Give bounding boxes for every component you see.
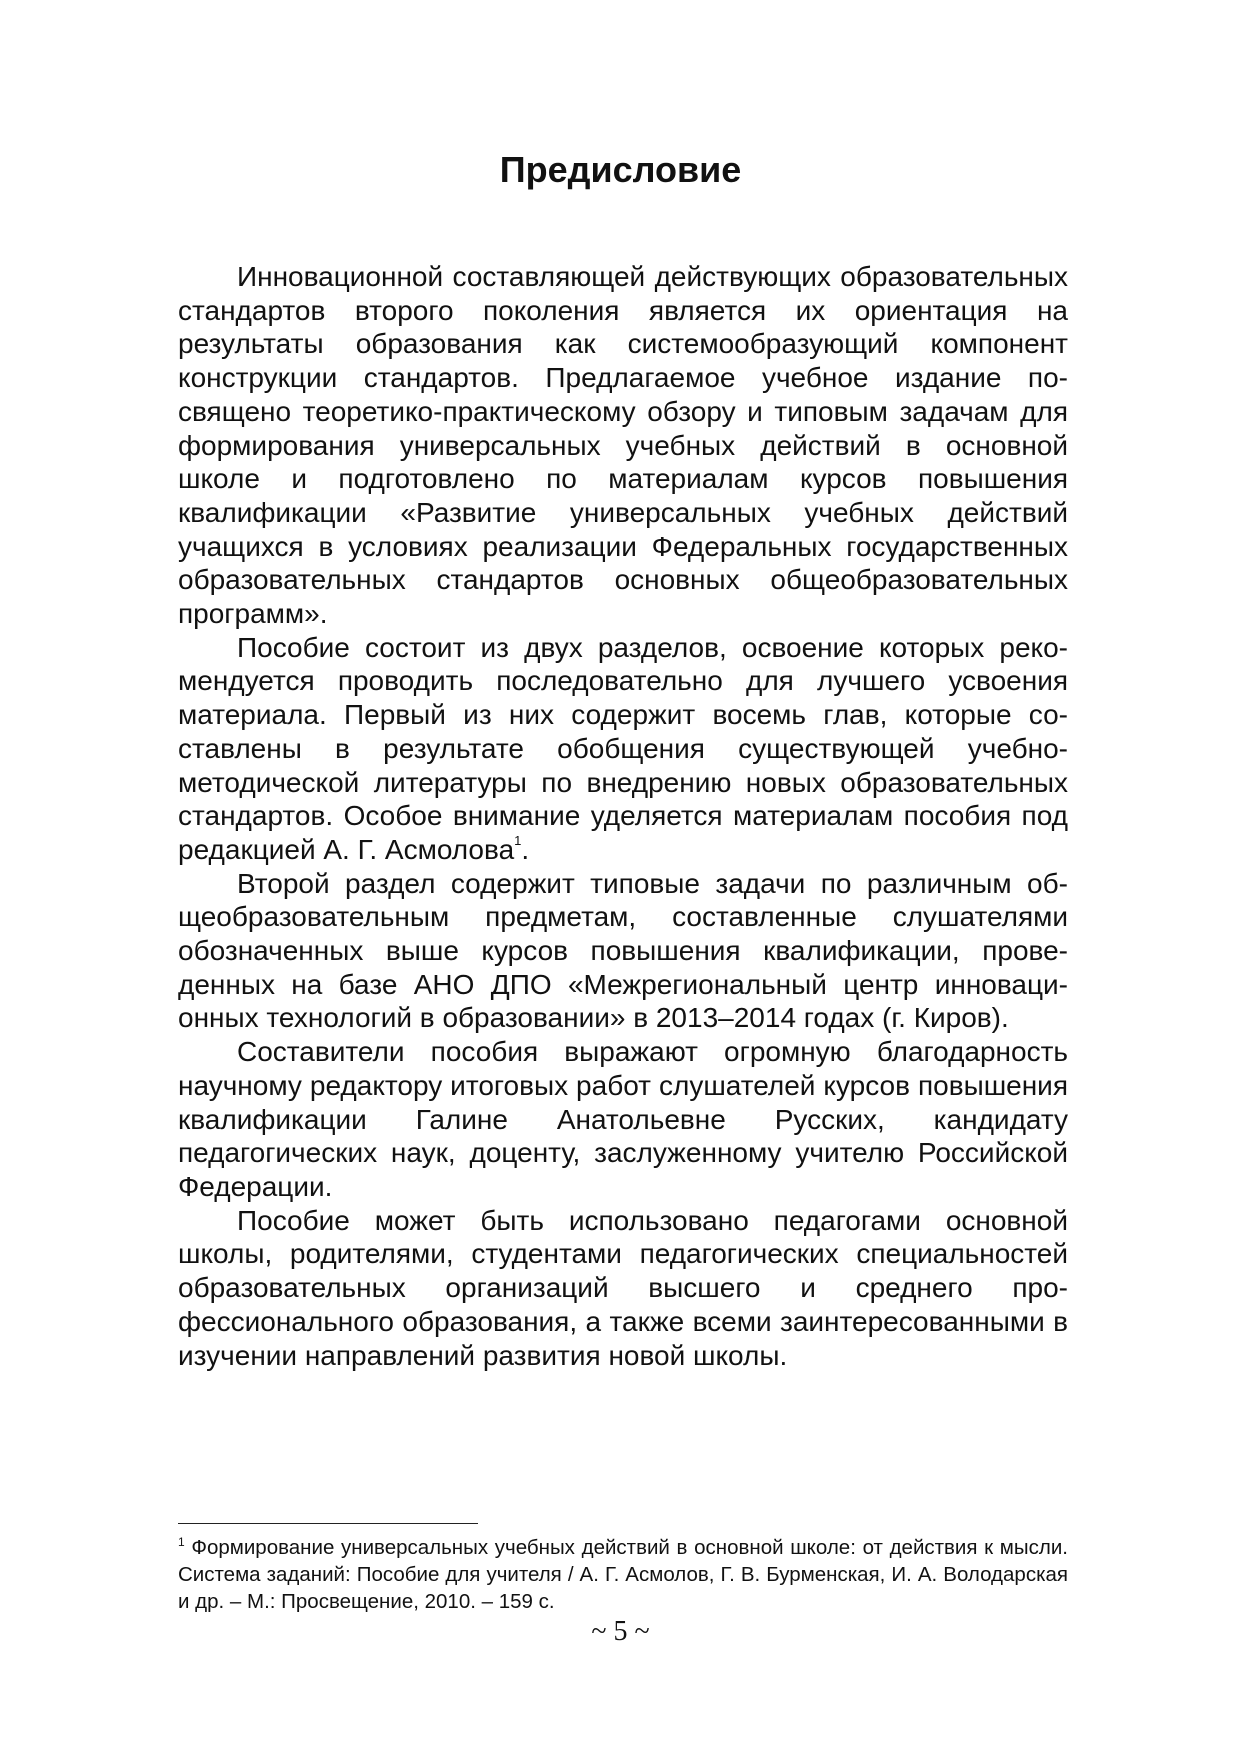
footnote-marker: 1 — [178, 1535, 185, 1549]
paragraph: Второй раздел содержит типовые задачи по различным общеобразовательным предметам, составленные слушателями обозначенных выше курсов повышения квалификации, проведенных на базе АНО ДПО «Межрегиональный центр инновационных технологий в образовании» в 2013–2014 годах (г. Киров). — [178, 867, 1068, 1034]
paragraph-end: . — [521, 833, 530, 865]
paragraph — [178, 631, 1068, 867]
paragraph: Пособие может быть использовано педагогами основной школы, родителями, студентами педагогических специальностей образовательных организаций высшего и среднего профессионального образования, а также всеми заинтересованными в изучении направлений развития новой школы. — [178, 1204, 1068, 1371]
footnote-reference: 1 — [514, 832, 522, 848]
footnote-separator — [178, 1523, 478, 1524]
page-title: Предисловие — [499, 149, 742, 190]
page-number: ~ 5 ~ — [591, 1616, 650, 1647]
body-text — [178, 260, 1068, 1372]
footnote — [178, 1534, 1068, 1615]
footnote-text: Формирование универсальных учебных действий в основной школе: от действия к мысли. Система заданий: Пособие для учителя / А. Г. Асмолов, Г. В. Бурменская, И. А. Володарская и др. – М.: Просвещение, 2010. – 159 с. — [178, 1536, 1068, 1613]
paragraph: Инновационной составляющей действующих образовательных стандартов второго поколения является их ориентация на результаты образования как системообразующий компонент конструкции стандартов. Предлагаемое учебное издание посвящено теоретико-практическому обзору и типовым задачам для формирования универсальных учебных действий в основной школе и подготовлено по материалам курсов повышения квалификации «Развитие универсальных учебных действий учащихся в условиях реализации Федеральных государственных образовательных стандартов основных общеобразовательных программ». — [178, 261, 1068, 630]
paragraph-text: Пособие состоит из двух разделов, освоение которых рекомендуется проводить последовательно для лучшего усвоения материала. Первый из них содержит восемь глав, которые составлены в результате обобщения существующей учебно-методической литературы по внедрению новых образовательных стандартов. Особое внимание уделяется материалам пособия под редакцией А. Г. Асмолова — [178, 631, 1068, 865]
paragraph: Составители пособия выражают огромную благодарность научному редактору итоговых работ слушателей курсов повышения квалификации Галине Анатольевне Русских, кандидату педагогических наук, доценту, заслуженному учителю Российской Федерации. — [178, 1036, 1068, 1202]
